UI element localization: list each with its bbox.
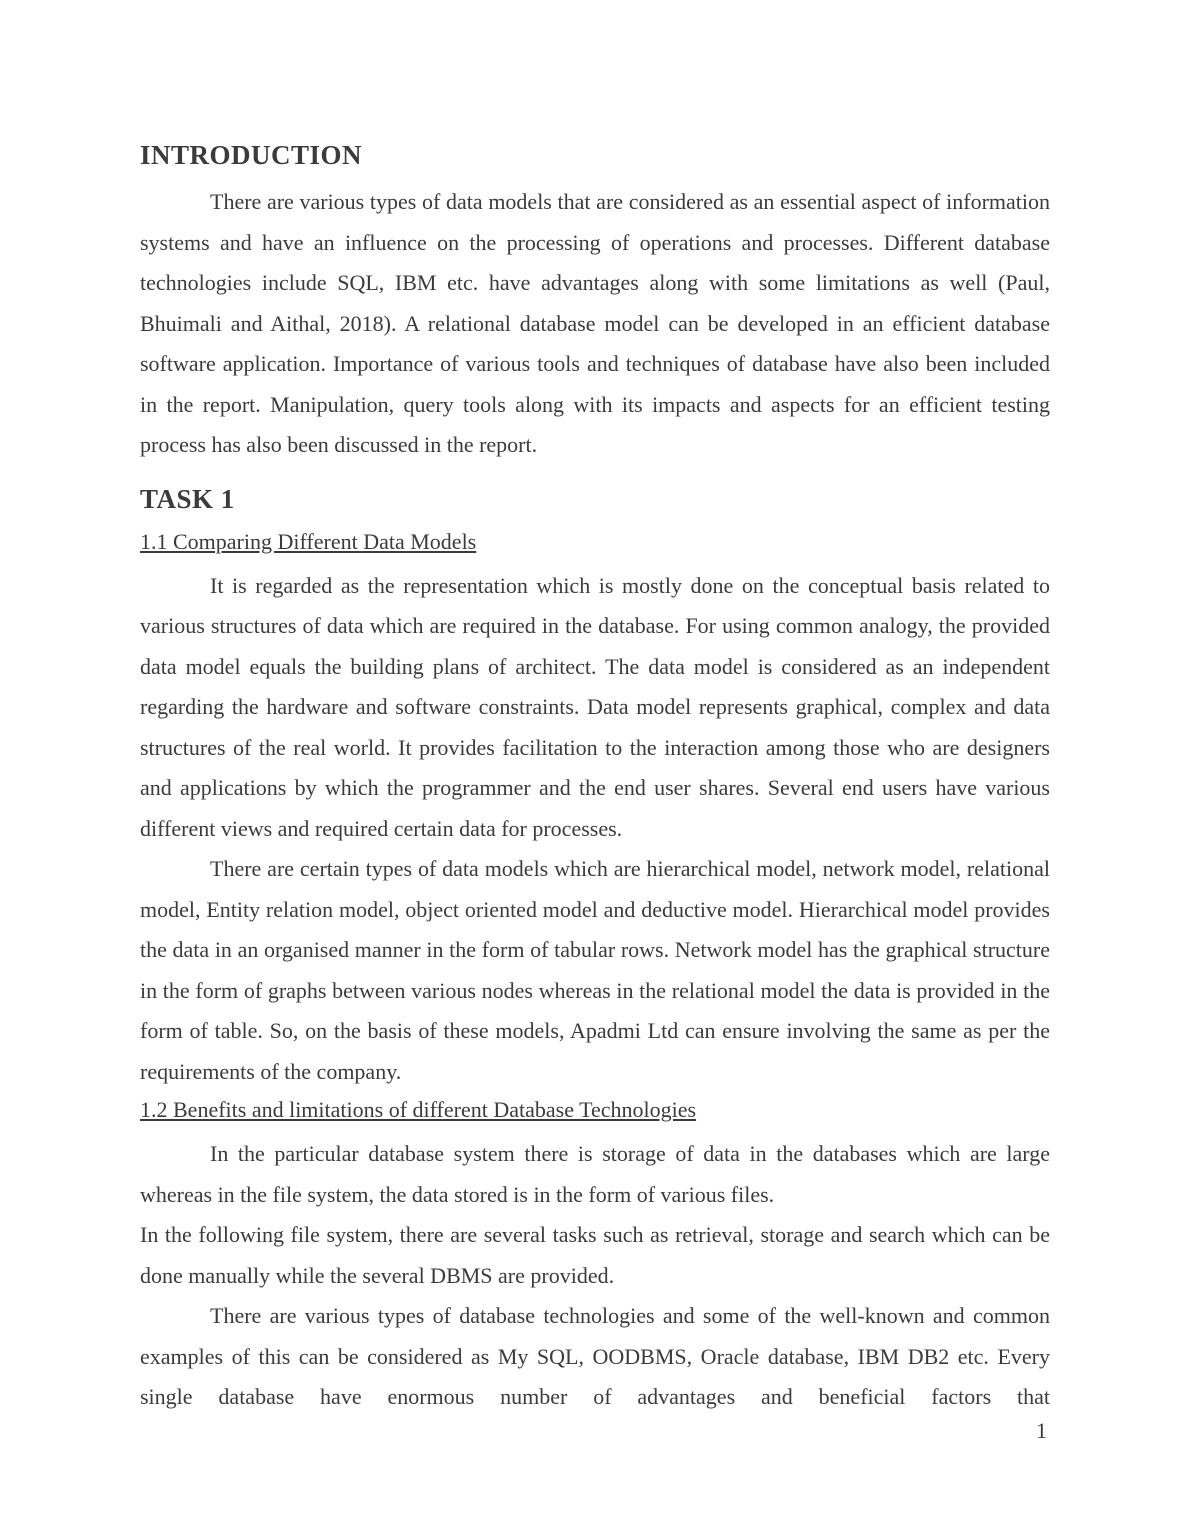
- heading-task-1: TASK 1: [140, 483, 235, 514]
- paragraph-1-2-c: There are various types of database technologies and some of the well-known and common examples of this can be considered as My SQL, OODBMS, Oracle database, IBM DB2 etc. Every single database have enormous number of advantages and beneficial factors that: [140, 1303, 1050, 1409]
- page-number: 1: [1036, 1418, 1047, 1443]
- paragraph-1-2-b: In the following file system, there are several tasks such as retrieval, storage and search which can be done manually while the several DBMS are provided.: [140, 1222, 1050, 1288]
- paragraph-introduction: There are various types of data models that are considered as an essential aspect of information systems and have an influence on the processing of operations and processes. Different database technologies include SQL, IBM etc. have advantages along with some limitations as well (Paul, Bhuimali and Aithal, 2018). A relational database model can be developed in an efficient database software application. Importance of various tools and techniques of database have also been included in the report. Manipulation, query tools along with its impacts and aspects for an efficient testing process has also been discussed in the report.: [140, 189, 1050, 457]
- heading-introduction: INTRODUCTION: [140, 140, 363, 170]
- paragraph-1-1-a: It is regarded as the representation which is mostly done on the conceptual basis related to various structures of data which are required in the database. For using common analogy, the provided data model equals the building plans of architect. The data model is considered as an independent regarding the hardware and software constraints. Data model represents graphical, complex and data structures of the real world. It provides facilitation to the interaction among those who are designers and applications by which the programmer and the end user shares. Several end users have various different views and required certain data for processes.: [140, 572, 1050, 841]
- subheading-1-1-comparing-data-models: 1.1 Comparing Different Data Models: [140, 528, 477, 554]
- paragraph-1-2-a: In the particular database system there is storage of data in the databases which are large whereas in the file system, the data stored is in the form of various files.: [140, 1141, 1050, 1207]
- paragraph-1-1-b: There are certain types of data models which are hierarchical model, network model, relational model, Entity relation model, object oriented model and deductive model. Hierarchical model provides the data in an organised manner in the form of tabular rows. Network model has the graphical structure in the form of graphs between various nodes whereas in the relational model the data is provided in the form of table. So, on the basis of these models, Apadmi Ltd can ensure involving the same as per the requirements of the company.: [140, 856, 1050, 1084]
- subheading-1-2-benefits-limitations: 1.2 Benefits and limitations of different Database Technologies: [140, 1097, 697, 1122]
